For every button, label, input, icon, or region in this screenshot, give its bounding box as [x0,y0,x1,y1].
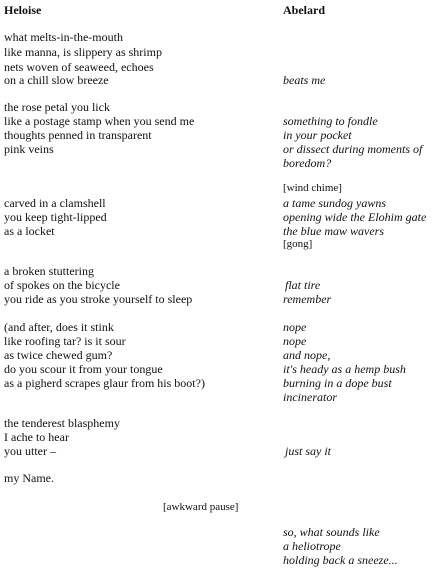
heloise-line: you ride as you stroke yourself to sleep [4,292,193,306]
heloise-line: the rose petal you lick [4,100,110,114]
heloise-line: my Name. [4,471,54,485]
heloise-line: the tenderest blasphemy [4,416,120,430]
heloise-line: I ache to hear [4,430,69,444]
abelard-line: the blue maw wavers [283,224,384,238]
abelard-line: nope [283,320,307,334]
heloise-line: do you scour it from your tongue [4,362,163,376]
heloise-line: like a postage stamp when you send me [4,114,195,128]
heloise-line: you utter – [4,444,56,458]
heloise-line: carved in a clamshell [4,196,106,210]
abelard-line: just say it [285,444,332,458]
abelard-line: remember [283,292,332,306]
abelard-line: something to fondle [283,114,378,128]
heloise-line: you keep tight-lipped [4,210,107,224]
awkward-pause-direction: [awkward pause] [163,501,239,513]
heloise-line: (and after, does it stink [4,320,114,334]
heloise-line: thoughts penned in transparent [4,128,152,142]
abelard-line: or dissect during moments of [283,142,423,156]
heloise-line: as a locket [4,224,55,238]
abelard-line: in your pocket [283,128,352,142]
abelard-line: nope [283,334,307,348]
abelard-stage-direction: [wind chime] [283,182,342,194]
abelard-header: Abelard [283,3,325,17]
heloise-line: a broken stuttering [4,264,94,278]
abelard-line: and nope, [283,348,331,362]
abelard-line: a heliotrope [283,539,341,553]
abelard-line: it's heady as a hemp bush [283,362,406,376]
abelard-line: opening wide the Elohim gate [283,210,427,224]
abelard-line: boredom? [283,156,332,170]
abelard-line: beats me [283,73,326,87]
abelard-line: holding back a sneeze... [283,553,398,567]
heloise-header: Heloise [4,3,42,17]
abelard-line: burning in a dope bust [283,376,392,390]
abelard-line: so, what sounds like [283,525,380,539]
heloise-line: as a pigherd scrapes glaur from his boot?) [4,376,205,390]
heloise-line: nets woven of seaweed, echoes [4,60,154,74]
abelard-stage-direction: [gong] [283,238,313,250]
abelard-line: a tame sundog yawns [283,196,386,210]
heloise-line: like manna, is slippery as shrimp [4,45,162,59]
heloise-line: what melts-in-the-mouth [4,30,123,44]
abelard-line: flat tire [285,278,321,292]
heloise-line: of spokes on the bicycle [4,278,120,292]
heloise-line: as twice chewed gum? [4,348,113,362]
heloise-line: like roofing tar? is it sour [4,334,126,348]
heloise-line: on a chill slow breeze [4,73,109,87]
heloise-line: pink veins [4,142,54,156]
abelard-line: incinerator [283,390,337,404]
